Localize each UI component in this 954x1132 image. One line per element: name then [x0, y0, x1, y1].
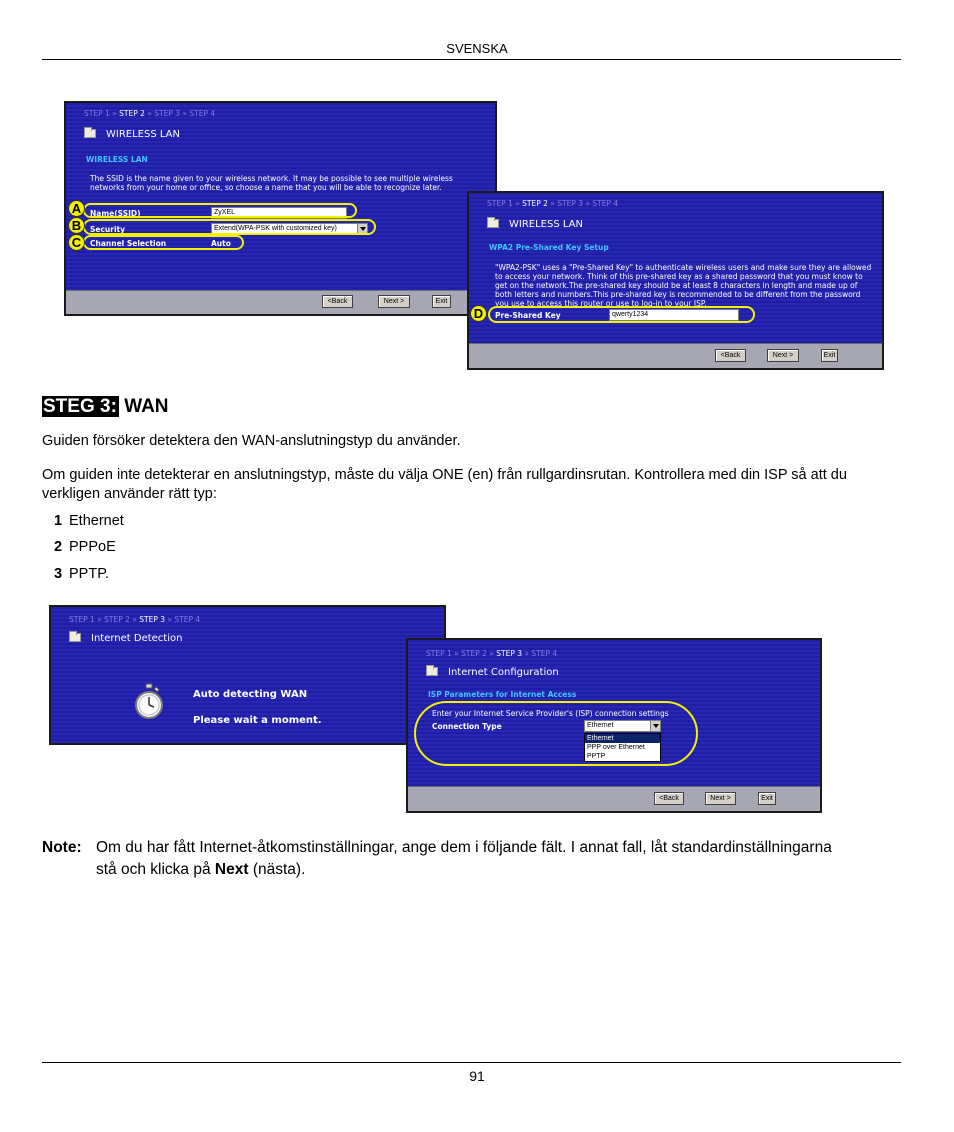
header-rule [42, 59, 901, 60]
folder-icon [426, 667, 438, 676]
page-number: 91 [469, 1068, 485, 1084]
step-2[interactable]: STEP 2 [522, 199, 548, 208]
window-footer [469, 343, 882, 368]
next-button[interactable]: Next > [767, 349, 799, 362]
step-3[interactable]: STEP 3 [154, 109, 181, 118]
channel-value: Auto [211, 239, 231, 248]
isp-description: Enter your Internet Service Provider's (ISP) connection settings [432, 709, 669, 718]
section-heading: WPA2 Pre-Shared Key Setup [489, 243, 609, 252]
step-3[interactable]: STEP 3 [557, 199, 584, 208]
note-label: Note: [42, 839, 82, 856]
psk-description: "WPA2-PSK" uses a "Pre-Shared Key" to authenticate wireless users and make sure they are allowed to access your network. Think of this pre-shared key as a shared password that you must know to get on the network.The pre-shared key should be at least 8 characters in length and made up of both letters and numbers.This pre-shared key is recommended to be different from the password you use to access this router or use to log-in to your ISP. [495, 263, 872, 308]
folder-icon [69, 633, 81, 642]
back-button[interactable]: <Back [322, 295, 353, 308]
callout-highlight-a [83, 203, 357, 218]
ssid-input[interactable]: ZyXEL [211, 207, 347, 219]
paragraph-select: Om guiden inte detekterar en anslutningstyp, måste du välja ONE (en) från rullgardinsrutan. Kontrollera med din ISP så att du verkligen använder rätt typ: [42, 467, 847, 502]
step-indicator: STEP 1 » STEP 2 » STEP 3 » STEP 4 [487, 199, 619, 208]
internet-detection-window [49, 605, 446, 745]
step-2[interactable]: STEP 2 [119, 109, 145, 118]
step-2[interactable]: STEP 2 [104, 615, 130, 624]
step-1[interactable]: STEP 1 [426, 649, 452, 658]
security-select[interactable]: Extend(WPA-PSK with customized key) [211, 223, 368, 235]
callout-highlight-b [83, 219, 376, 235]
step-1[interactable]: STEP 1 [84, 109, 110, 118]
ssid-label: Name(SSID) [90, 209, 141, 218]
step-2[interactable]: STEP 2 [461, 649, 487, 658]
list-item: 1 Ethernet [54, 513, 124, 529]
option-pppoe[interactable]: PPP over Ethernet [587, 744, 645, 751]
window-footer [408, 786, 820, 811]
exit-button[interactable]: Exit [821, 349, 838, 362]
connection-type-select[interactable]: Ethernet [584, 720, 661, 732]
psk-input[interactable]: qwerty1234 [609, 309, 739, 321]
section-heading: ISP Parameters for Internet Access [428, 690, 577, 699]
step-3[interactable]: STEP 3 [139, 615, 166, 624]
step-1[interactable]: STEP 1 [487, 199, 513, 208]
callout-highlight-d [488, 306, 755, 323]
connection-type-label: Connection Type [432, 722, 502, 731]
back-button[interactable]: <Back [654, 792, 684, 805]
option-pptp[interactable]: PPTP [587, 753, 606, 760]
step-4[interactable]: STEP 4 [592, 199, 619, 208]
channel-label: Channel Selection [90, 239, 167, 248]
running-header: SVENSKA [446, 41, 508, 56]
callout-highlight-connection [414, 701, 698, 766]
psk-label: Pre-Shared Key [495, 311, 561, 320]
window-footer [66, 290, 495, 314]
stopwatch-icon [133, 683, 165, 723]
list-item: 2 PPPoE [54, 539, 116, 555]
wait-message: Please wait a moment. [193, 715, 322, 726]
step-1[interactable]: STEP 1 [69, 615, 95, 624]
step-indicator: STEP 1 » STEP 2 » STEP 3 » STEP 4 [426, 649, 558, 658]
callout-marker-b: B [68, 217, 85, 234]
note-text: Om du har fått Internet-åtkomstinställningar, ange dem i följande fält. I annat fall, låt standardinställningarna stå och klicka på Next (nästa). [96, 839, 832, 878]
step-indicator: STEP 1 » STEP 2 » STEP 3 » STEP 4 [69, 615, 201, 624]
window-title: WIRELESS LAN [84, 129, 180, 140]
callout-marker-c: C [68, 234, 85, 251]
step-4[interactable]: STEP 4 [531, 649, 558, 658]
detecting-message: Auto detecting WAN [193, 689, 308, 700]
step-heading: STEG 3: WAN [43, 396, 169, 417]
window-title: Internet Configuration [426, 667, 559, 678]
step-4[interactable]: STEP 4 [174, 615, 201, 624]
next-button[interactable]: Next > [705, 792, 736, 805]
section-heading: WIRELESS LAN [86, 155, 148, 164]
list-item: 3 PPTP. [54, 566, 110, 582]
note-block [42, 837, 842, 881]
folder-icon [487, 219, 499, 228]
folder-icon [84, 129, 96, 138]
option-ethernet[interactable]: Ethernet [585, 734, 660, 743]
callout-marker-a: A [68, 200, 85, 217]
pre-shared-key-window [467, 191, 884, 370]
callout-marker-d: D [470, 305, 487, 322]
window-title: WIRELESS LAN [487, 219, 583, 230]
step-4[interactable]: STEP 4 [189, 109, 216, 118]
security-label: Security [90, 225, 126, 234]
footer-rule [42, 1062, 901, 1063]
paragraph-detect: Guiden försöker detektera den WAN-anslutningstyp du använder. [42, 433, 461, 449]
exit-button[interactable]: Exit [432, 295, 451, 308]
callout-highlight-c [83, 235, 244, 250]
back-button[interactable]: <Back [715, 349, 746, 362]
ssid-description: The SSID is the name given to your wireless network. It may be possible to see multiple wireless networks from your home or office, so choose a name that you will be able to recognize later. [90, 174, 453, 192]
exit-button[interactable]: Exit [758, 792, 776, 805]
window-title: Internet Detection [69, 633, 182, 644]
step-indicator: STEP 1 » STEP 2 » STEP 3 » STEP 4 [84, 109, 216, 118]
next-button[interactable]: Next > [378, 295, 410, 308]
step-3[interactable]: STEP 3 [496, 649, 523, 658]
